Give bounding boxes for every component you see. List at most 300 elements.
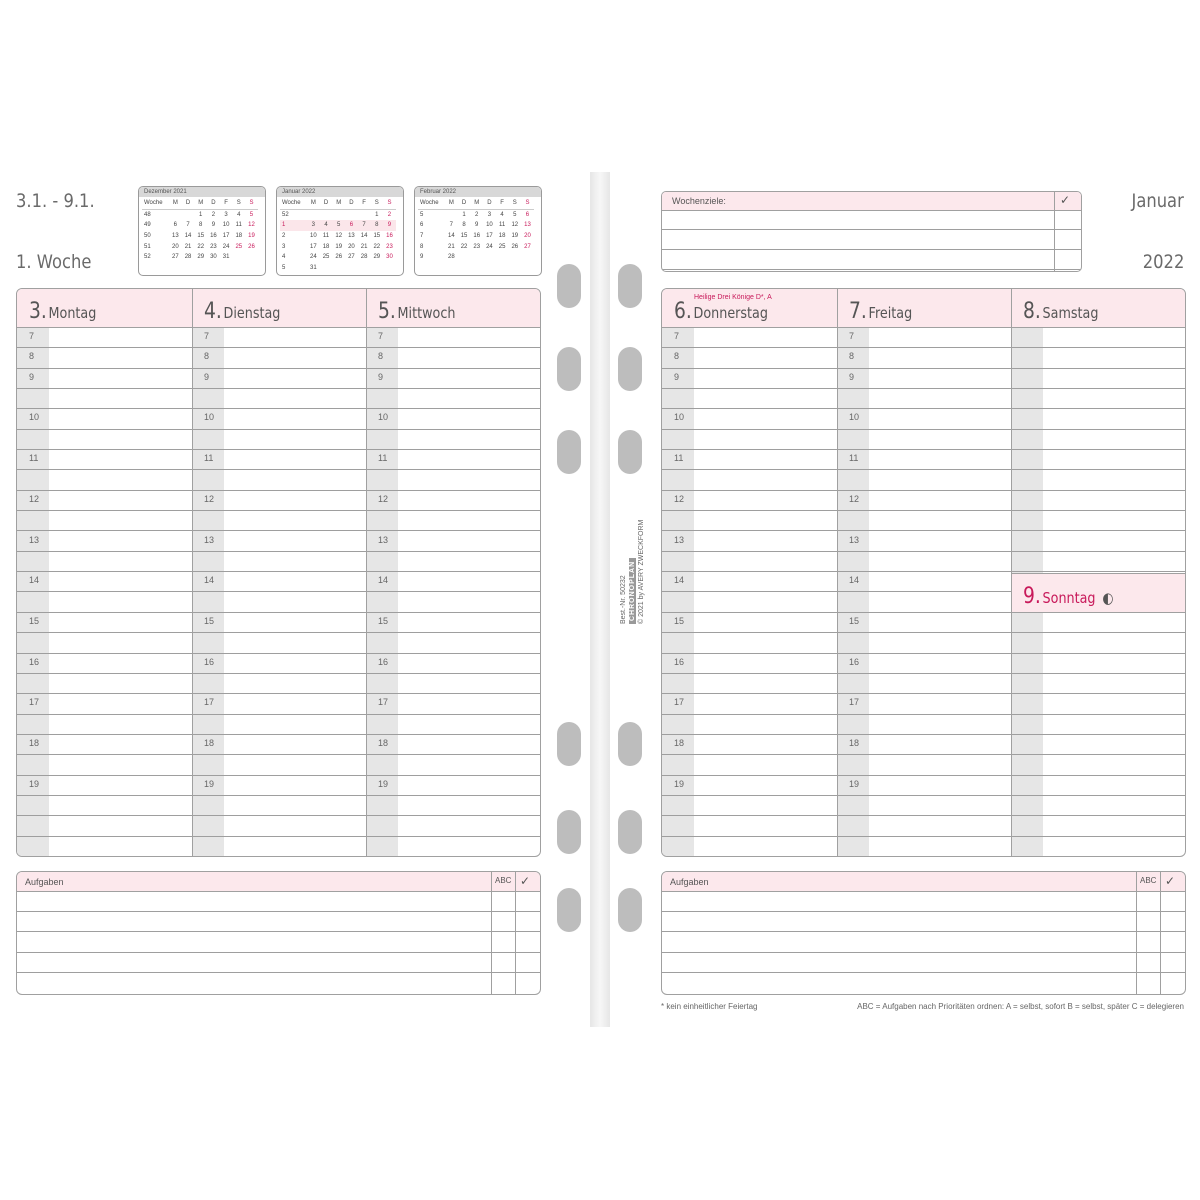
mini-calendar-cell: 10 [222, 222, 230, 229]
hour-row[interactable] [662, 775, 837, 796]
mini-calendar-cell: 6 [525, 211, 530, 218]
hour-label: 7 [849, 331, 855, 341]
hour-row[interactable] [192, 673, 366, 694]
hour-label: 15 [204, 615, 215, 626]
hour-row[interactable] [366, 714, 540, 735]
sunday-header [1011, 573, 1185, 613]
hour-row[interactable] [662, 653, 837, 674]
mini-calendar-cell: 24 [222, 243, 230, 250]
hour-row[interactable] [1011, 347, 1185, 368]
hour-row[interactable] [1011, 673, 1185, 694]
hour-row[interactable] [662, 754, 837, 775]
mini-calendar-cell: 5 [513, 211, 517, 218]
hour-row[interactable] [837, 408, 1011, 429]
hour-row[interactable] [192, 653, 366, 674]
mini-calendar-cell: 16 [473, 233, 481, 240]
mini-calendar-head: S [521, 198, 534, 209]
hour-row[interactable] [662, 795, 837, 816]
hour-row[interactable] [662, 714, 837, 735]
hour-row[interactable] [366, 815, 540, 836]
punch-hole [618, 722, 642, 766]
hour-row[interactable] [366, 490, 540, 511]
tasks-label: Aufgaben [670, 877, 709, 887]
mini-calendar-cell: 7 [449, 222, 454, 229]
mini-calendar-cell: 15 [460, 233, 468, 240]
hour-label: 7 [204, 331, 210, 341]
hour-row[interactable] [366, 632, 540, 653]
hour-row[interactable] [17, 531, 192, 552]
hour-row[interactable] [17, 836, 192, 856]
mini-calendar-cell: 23 [210, 243, 217, 250]
hour-label: 12 [204, 493, 215, 504]
hour-row[interactable] [837, 592, 1011, 613]
mini-calendar-cell: 12 [511, 222, 519, 229]
hour-row[interactable] [17, 551, 192, 572]
hour-row[interactable] [837, 510, 1011, 531]
hour-row[interactable] [662, 490, 837, 511]
hour-row[interactable] [192, 327, 366, 348]
mini-calendar-cell: 15 [197, 233, 205, 240]
hour-row[interactable] [192, 531, 366, 552]
mini-calendar-head: D [182, 198, 195, 209]
hour-row[interactable] [837, 429, 1011, 450]
week-label: 1. Woche [16, 251, 92, 273]
hour-label: 14 [674, 575, 685, 586]
day-name: Dienstag [223, 304, 281, 322]
hour-row[interactable] [366, 531, 540, 552]
hour-label: 12 [378, 493, 389, 504]
mini-calendar-cell: 21 [184, 243, 192, 250]
hour-row[interactable] [837, 571, 1011, 592]
column-divider [366, 289, 367, 856]
task-row[interactable] [17, 891, 540, 912]
hour-row[interactable] [1011, 754, 1185, 775]
mini-calendar-head: F [220, 198, 233, 209]
holiday-label: Heilige Drei Könige D*, A [694, 294, 772, 301]
hour-row[interactable] [192, 571, 366, 592]
hour-row[interactable] [192, 592, 366, 613]
hour-row[interactable] [662, 632, 837, 653]
hour-label: 18 [849, 738, 860, 748]
hour-row[interactable] [837, 368, 1011, 389]
hour-label: 8 [674, 351, 680, 362]
day-title [204, 299, 280, 324]
hour-row[interactable] [837, 449, 1011, 470]
hour-row[interactable] [366, 429, 540, 450]
hour-row[interactable] [1011, 836, 1185, 856]
mini-calendar-cell: 15 [373, 233, 381, 240]
mini-calendar-cell: 22 [460, 243, 468, 250]
hour-label: 16 [378, 656, 389, 667]
hour-row[interactable] [366, 388, 540, 409]
hour-row[interactable] [366, 347, 540, 368]
mini-calendar-cell [370, 263, 383, 274]
hour-row[interactable] [662, 408, 837, 429]
hour-label: 10 [204, 412, 215, 423]
punch-hole [618, 347, 642, 391]
mini-calendar-head: F [496, 198, 509, 209]
day-column [366, 289, 540, 856]
mini-calendar-cell: 1 [199, 211, 203, 218]
hour-row[interactable] [192, 429, 366, 450]
hour-row[interactable] [17, 693, 192, 714]
hour-row[interactable] [192, 469, 366, 490]
mini-calendar-cell: 10 [310, 233, 317, 240]
task-row[interactable] [17, 973, 540, 993]
hour-row[interactable] [17, 490, 192, 511]
hour-row[interactable] [837, 632, 1011, 653]
hour-row[interactable] [192, 795, 366, 816]
hour-row[interactable] [192, 388, 366, 409]
hour-row[interactable] [1011, 775, 1185, 796]
goals-label: Wochenziele: [672, 196, 726, 206]
hour-row[interactable] [192, 449, 366, 470]
mini-calendar-cell: 14 [448, 233, 455, 240]
hour-row[interactable] [17, 754, 192, 775]
mini-calendar-cell: 7 [186, 222, 190, 229]
mini-calendar-cell: 20 [172, 243, 179, 250]
day-title [674, 299, 768, 324]
hour-row[interactable] [366, 775, 540, 796]
hour-row[interactable] [662, 347, 837, 368]
hour-label: 12 [849, 493, 860, 504]
mini-calendar-cell: 3 [307, 220, 320, 231]
task-row[interactable] [662, 952, 1185, 973]
task-row[interactable] [17, 911, 540, 932]
mini-calendar-cell [245, 252, 258, 263]
hour-row[interactable] [1011, 490, 1185, 511]
mini-calendar-head: D [320, 198, 333, 209]
hour-row[interactable] [1011, 469, 1185, 490]
hour-label: 15 [378, 615, 389, 626]
hour-row[interactable] [192, 775, 366, 796]
day-number: 5. [378, 299, 396, 324]
hour-row[interactable] [662, 327, 837, 348]
hour-row[interactable] [662, 531, 837, 552]
hour-row[interactable] [192, 734, 366, 755]
mini-calendar-cell: 49 [144, 222, 151, 229]
hour-label: 10 [674, 412, 685, 423]
mini-calendar-head: Woche [280, 198, 307, 209]
hour-row[interactable] [366, 734, 540, 755]
hour-row[interactable] [366, 653, 540, 674]
hour-row[interactable] [17, 347, 192, 368]
hour-row[interactable] [366, 368, 540, 389]
mini-calendar-cell: 17 [310, 243, 317, 250]
task-row[interactable] [662, 973, 1185, 993]
hour-row[interactable] [366, 327, 540, 348]
hour-row[interactable] [192, 551, 366, 572]
mini-calendar-cell [358, 263, 371, 274]
mini-calendar-head: D [458, 198, 471, 209]
hour-row[interactable] [17, 795, 192, 816]
mini-calendar-cell: 5 [282, 264, 286, 271]
hour-row[interactable] [366, 571, 540, 592]
hour-row[interactable] [366, 449, 540, 470]
hour-row[interactable] [837, 775, 1011, 796]
mini-calendar-cell: 11 [498, 222, 506, 229]
task-row[interactable] [662, 932, 1185, 953]
hour-row[interactable] [17, 571, 192, 592]
hour-row[interactable] [1011, 408, 1185, 429]
hour-row[interactable] [662, 815, 837, 836]
hour-row[interactable] [192, 408, 366, 429]
priority-abc-label: ABC [1140, 876, 1157, 885]
mini-calendar-title: Dezember 2021 [139, 187, 265, 197]
hour-row[interactable] [837, 815, 1011, 836]
hour-row[interactable] [662, 510, 837, 531]
hour-row[interactable] [366, 592, 540, 613]
hour-row[interactable] [662, 836, 837, 856]
hour-row[interactable] [837, 531, 1011, 552]
hour-row[interactable] [662, 571, 837, 592]
hour-row[interactable] [1011, 327, 1185, 348]
mini-calendar-cell: 27 [348, 254, 355, 261]
hour-label: 19 [29, 778, 40, 789]
day-number: 3. [29, 299, 47, 324]
hour-row[interactable] [17, 408, 192, 429]
priority-abc-label: ABC [495, 876, 512, 885]
hour-row[interactable] [17, 653, 192, 674]
mini-calendar [276, 186, 404, 276]
hour-row[interactable] [17, 734, 192, 755]
hour-row[interactable] [17, 449, 192, 470]
hour-row[interactable] [662, 693, 837, 714]
hour-label: 17 [204, 697, 215, 708]
hour-label: 9 [29, 371, 35, 382]
hour-row[interactable] [1011, 795, 1185, 816]
hour-row[interactable] [366, 551, 540, 572]
hour-label: 14 [849, 575, 860, 586]
mini-calendar-cell [445, 209, 458, 220]
hour-row[interactable] [17, 592, 192, 613]
hour-row[interactable] [837, 795, 1011, 816]
mini-calendar-cell: 27 [524, 243, 531, 250]
mini-calendar-cell: 9 [475, 222, 479, 229]
hour-row[interactable] [837, 714, 1011, 735]
hour-label: 10 [849, 412, 860, 423]
hour-label: 16 [29, 656, 40, 667]
hour-row[interactable] [1011, 551, 1185, 572]
hour-row[interactable] [837, 673, 1011, 694]
hour-row[interactable] [192, 836, 366, 856]
task-row[interactable] [662, 911, 1185, 932]
task-row[interactable] [17, 952, 540, 973]
hour-row[interactable] [1011, 429, 1185, 450]
hour-label: 17 [378, 697, 389, 708]
hour-row[interactable] [1011, 816, 1185, 837]
hour-row[interactable] [662, 551, 837, 572]
hour-row[interactable] [837, 754, 1011, 775]
hour-row[interactable] [1011, 734, 1185, 755]
mini-calendar-cell: 23 [386, 243, 393, 250]
hour-row[interactable] [662, 469, 837, 490]
hour-row[interactable] [366, 693, 540, 714]
hour-row[interactable] [192, 368, 366, 389]
mini-calendar-cell: 14 [360, 233, 368, 240]
hour-row[interactable] [17, 327, 192, 348]
mini-calendar-cell [483, 252, 496, 263]
hour-row[interactable] [192, 490, 366, 511]
hour-row[interactable] [17, 510, 192, 531]
column-divider [837, 289, 838, 856]
hour-row[interactable] [1011, 510, 1185, 531]
mini-calendar-cell: 2 [282, 233, 286, 240]
order-number: Best.-Nr. 50232 [620, 575, 627, 624]
hour-row[interactable] [192, 632, 366, 653]
hour-label: 11 [204, 453, 214, 464]
hour-label: 17 [849, 697, 860, 708]
hour-row[interactable] [192, 693, 366, 714]
hour-row[interactable] [366, 510, 540, 531]
hour-row[interactable] [837, 490, 1011, 511]
hour-row[interactable] [366, 795, 540, 816]
day-name: Mittwoch [397, 304, 456, 322]
hour-row[interactable] [1011, 531, 1185, 552]
mini-calendar-cell: 8 [370, 220, 383, 231]
hour-label: 14 [204, 575, 215, 586]
punch-hole [557, 810, 581, 854]
task-row[interactable] [17, 932, 540, 953]
mini-calendar-cell: 25 [498, 243, 506, 250]
mini-calendar-cell [182, 209, 195, 220]
hour-row[interactable] [837, 653, 1011, 674]
mini-calendar-cell: 10 [486, 222, 493, 229]
mini-calendar-cell: 5 [249, 211, 254, 218]
hour-row[interactable] [17, 469, 192, 490]
hour-row[interactable] [1011, 368, 1185, 389]
mini-calendar-head: Woche [142, 198, 169, 209]
hour-row[interactable] [192, 714, 366, 735]
mini-calendar-cell: 8 [462, 222, 466, 229]
mini-calendar-cell: 4 [320, 220, 333, 231]
mini-calendar-cell: 30 [386, 254, 393, 261]
hour-label: 19 [204, 778, 215, 789]
day-title [378, 299, 455, 324]
hour-label: 11 [378, 453, 388, 464]
mini-calendar-head: M [307, 198, 320, 209]
hour-row[interactable] [1011, 612, 1185, 633]
hour-row[interactable] [17, 429, 192, 450]
hour-row[interactable] [837, 327, 1011, 348]
hour-row[interactable] [662, 612, 837, 633]
copyright: © 2021 by AVERY ZWECKFORM [638, 519, 645, 624]
footer-note: * kein einheitlicher Feiertag [661, 1002, 758, 1011]
day-name: Montag [48, 304, 97, 322]
punch-hole [618, 888, 642, 932]
hour-row[interactable] [366, 673, 540, 694]
hour-row[interactable] [1011, 449, 1185, 470]
hour-row[interactable] [17, 775, 192, 796]
hour-row[interactable] [17, 673, 192, 694]
hour-row[interactable] [1011, 714, 1185, 735]
hour-row[interactable] [17, 714, 192, 735]
hour-row[interactable] [192, 347, 366, 368]
mini-calendar-cell: 48 [144, 211, 151, 218]
hour-row[interactable] [192, 754, 366, 775]
hour-row[interactable] [837, 693, 1011, 714]
hour-row[interactable] [662, 449, 837, 470]
mini-calendar-head: Woche [418, 198, 445, 209]
mini-calendar-cell [169, 209, 182, 220]
day-column [662, 289, 837, 856]
mini-calendar-head: M [332, 198, 345, 209]
hour-label: 17 [674, 697, 685, 708]
day-name: Sonntag [1042, 589, 1096, 607]
hour-row[interactable] [662, 673, 837, 694]
imprint-text [619, 520, 646, 624]
mini-calendar-cell: 16 [210, 233, 217, 240]
hour-row[interactable] [837, 347, 1011, 368]
hour-row[interactable] [837, 388, 1011, 409]
mini-calendar-cell: 24 [486, 243, 493, 250]
hour-row[interactable] [192, 612, 366, 633]
hour-row[interactable] [662, 734, 837, 755]
hour-row[interactable] [192, 510, 366, 531]
hour-row[interactable] [1011, 632, 1185, 653]
task-row[interactable] [662, 891, 1185, 912]
hour-row[interactable] [662, 592, 837, 613]
hour-row[interactable] [192, 815, 366, 836]
mini-calendar-cell: 22 [197, 243, 205, 250]
day-number: 9. [1023, 584, 1041, 609]
hour-row[interactable] [366, 408, 540, 429]
hour-label: 16 [204, 656, 215, 667]
mini-calendar-head: S [383, 198, 396, 209]
hour-row[interactable] [366, 469, 540, 490]
mini-calendar-cell: 2 [387, 211, 392, 218]
hour-row[interactable] [17, 815, 192, 836]
hour-row[interactable] [1011, 693, 1185, 714]
hour-row[interactable] [662, 368, 837, 389]
mini-calendar-cell: 1 [462, 211, 466, 218]
mini-calendar-cell: 30 [210, 254, 217, 261]
check-icon: ✓ [1060, 193, 1071, 207]
hour-row[interactable] [837, 551, 1011, 572]
mini-calendar-cell: 13 [172, 233, 179, 240]
hour-row[interactable] [837, 612, 1011, 633]
hour-label: 11 [849, 453, 859, 464]
hour-row[interactable] [837, 734, 1011, 755]
mini-calendar-cell: 9 [383, 220, 396, 231]
mini-calendar [414, 186, 542, 276]
hour-label: 14 [29, 575, 40, 586]
day-name: Samstag [1042, 304, 1099, 322]
hour-row[interactable] [837, 469, 1011, 490]
mini-calendar-cell: 7 [420, 233, 424, 240]
hour-row[interactable] [17, 368, 192, 389]
hour-row[interactable] [17, 388, 192, 409]
day-header [662, 289, 837, 328]
hour-row[interactable] [17, 612, 192, 633]
hour-row[interactable] [1011, 653, 1185, 674]
hour-row[interactable] [662, 429, 837, 450]
mini-calendar-cell: 9 [211, 222, 216, 229]
hour-row[interactable] [1011, 388, 1185, 409]
hour-row[interactable] [662, 388, 837, 409]
hour-row[interactable] [366, 836, 540, 856]
hour-label: 9 [204, 371, 210, 382]
day-name: Donnerstag [693, 304, 768, 322]
hour-row[interactable] [837, 836, 1011, 856]
mini-calendar-cell: 22 [373, 243, 381, 250]
hour-row[interactable] [17, 632, 192, 653]
weekend-column [1011, 289, 1185, 856]
hour-row[interactable] [366, 754, 540, 775]
mini-calendar-head: S [232, 198, 245, 209]
mini-calendar-cell: 12 [335, 233, 343, 240]
hour-row[interactable] [366, 612, 540, 633]
